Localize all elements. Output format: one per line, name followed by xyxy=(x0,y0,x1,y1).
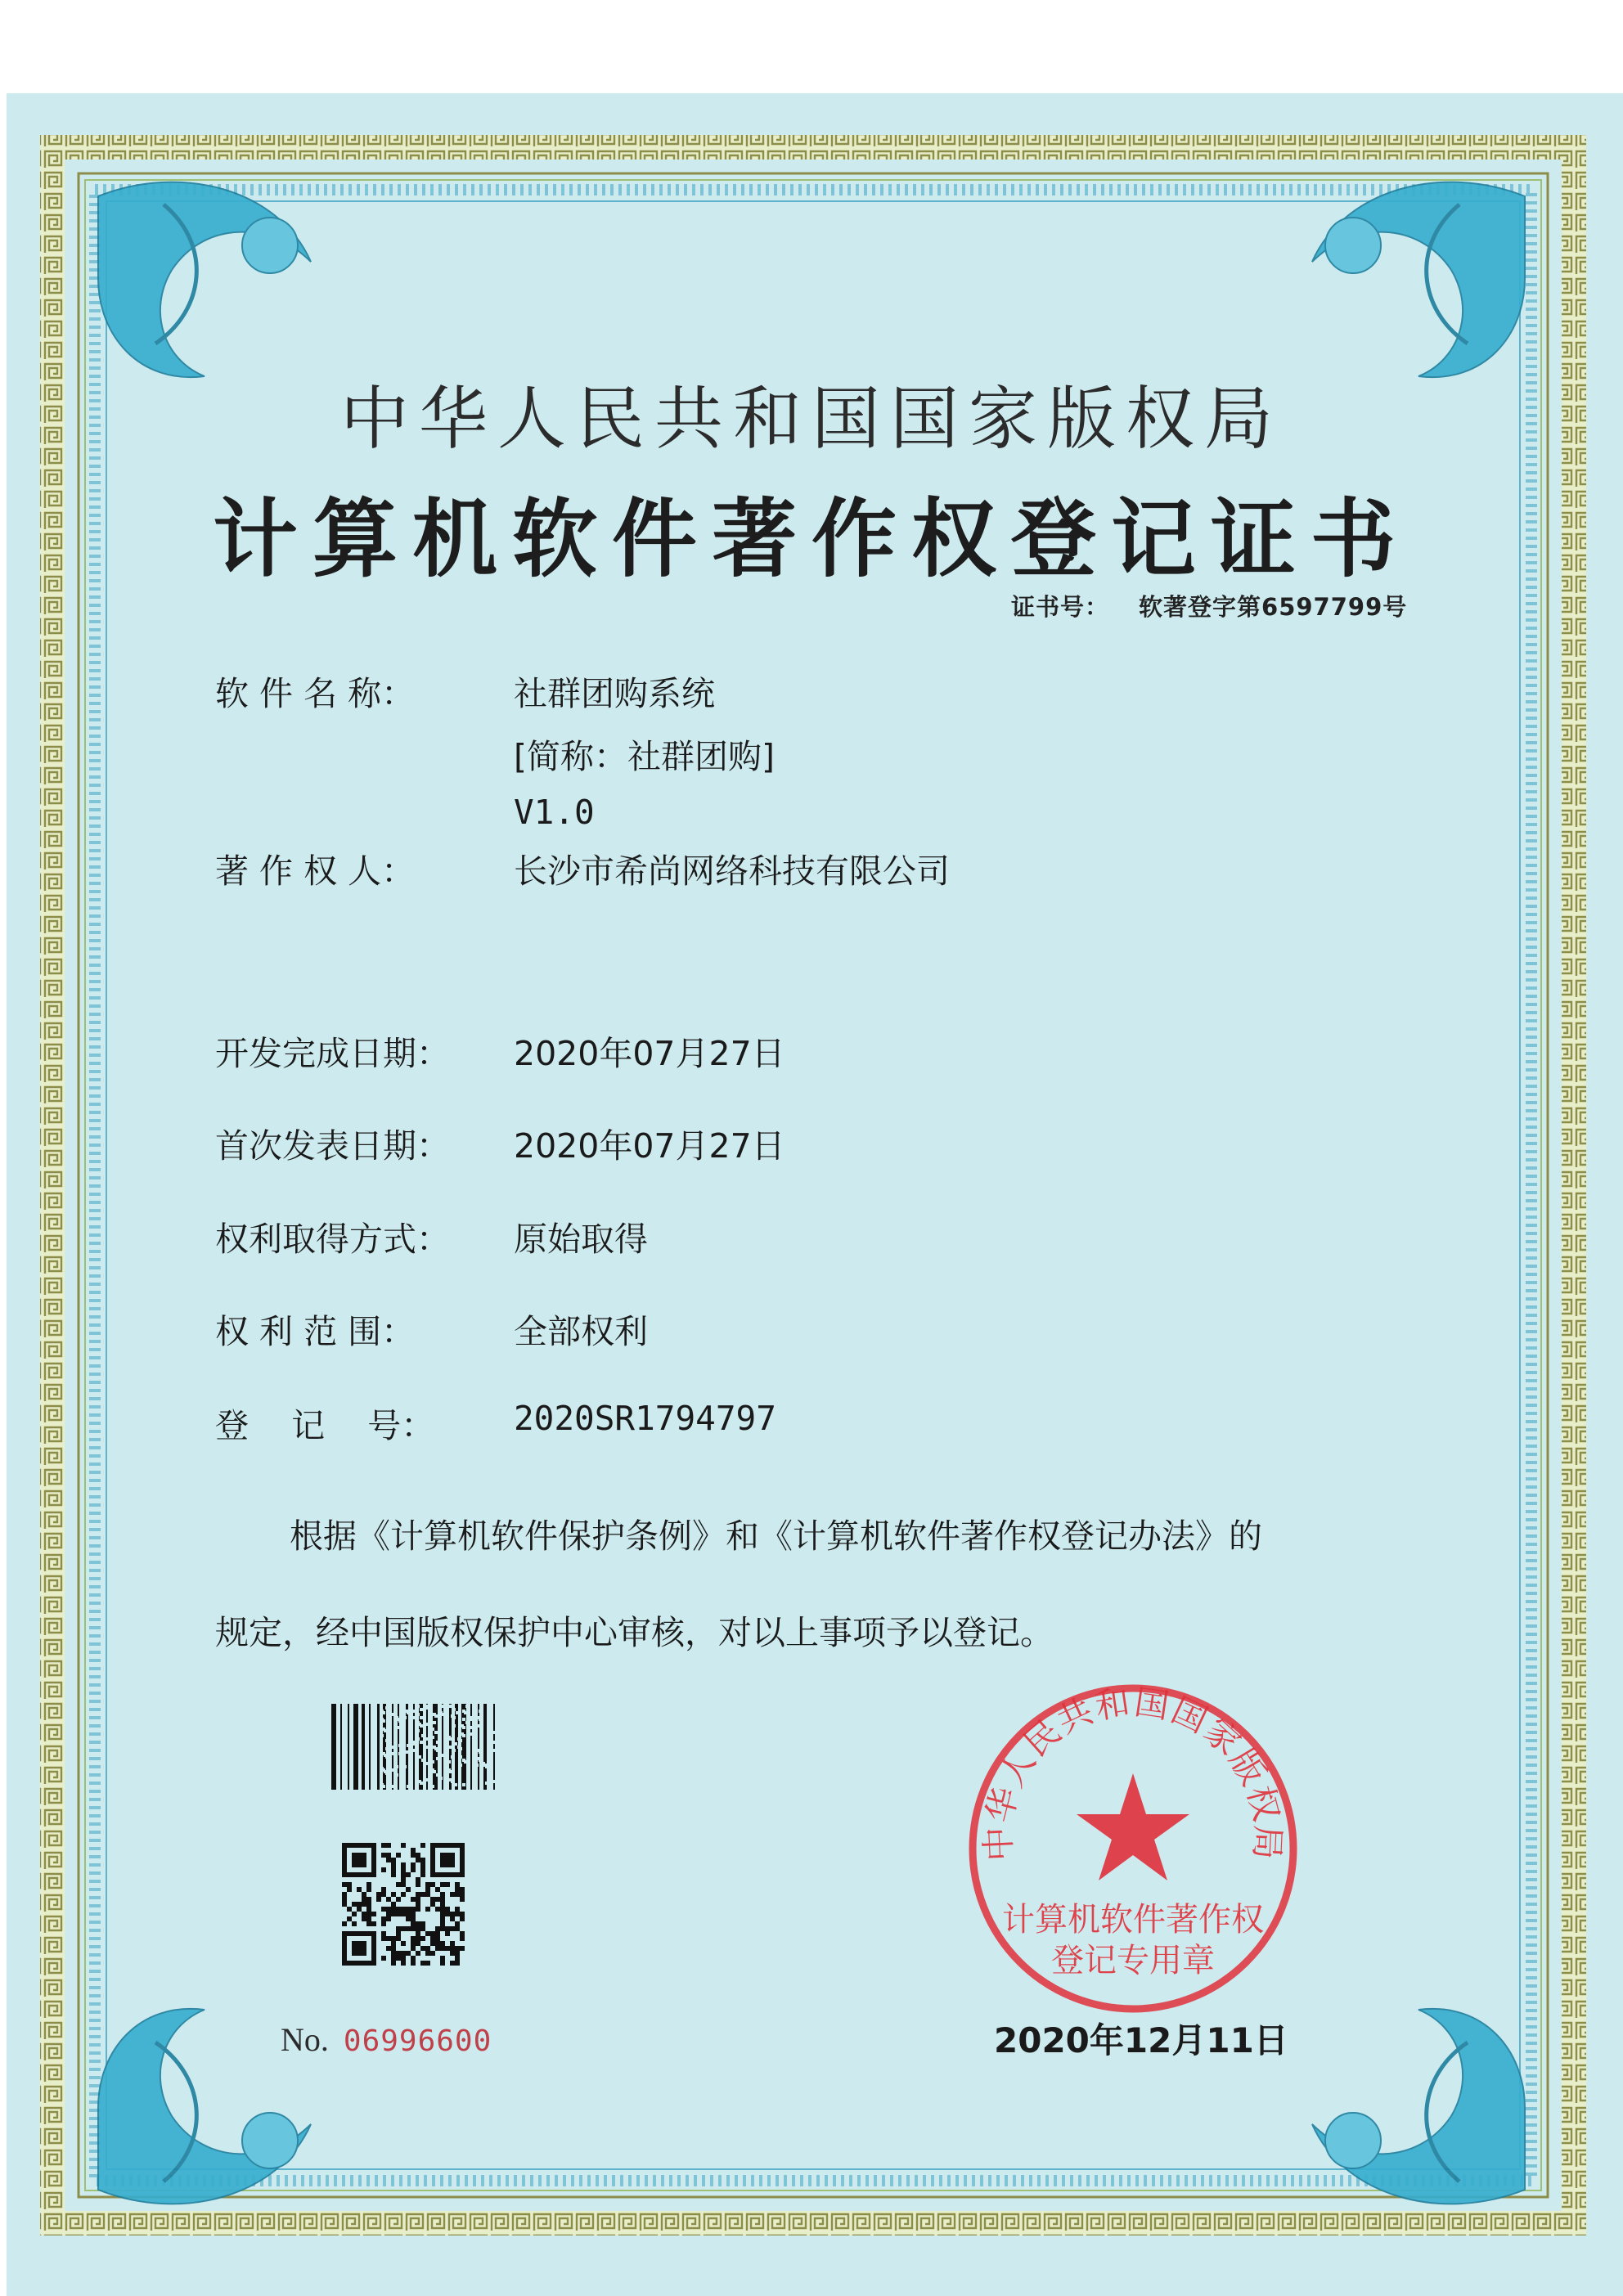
software-name-short: [简称：社群团购] xyxy=(514,737,775,776)
software-name-value xyxy=(514,667,775,847)
statement-line-1: 根据《计算机软件保护条例》和《计算机软件著作权登记办法》的 xyxy=(290,1516,1262,1556)
serial-number xyxy=(281,2020,492,2059)
acquisition-method-value: 原始取得 xyxy=(514,1220,648,1259)
registration-number-value: 2020SR1794797 xyxy=(514,1399,776,1438)
software-name-line: 社群团购系统 xyxy=(514,674,715,713)
serial-prefix: No. xyxy=(281,2021,329,2058)
software-version: V1.0 xyxy=(514,793,595,832)
corner-ornament-bottom-right xyxy=(1312,2009,1525,2204)
certificate-number xyxy=(1011,589,1407,622)
statement-line-2: 规定，经中国版权保护中心审核，对以上事项予以登记。 xyxy=(215,1613,1054,1652)
copyright-owner-label: 著 作 权 人： xyxy=(215,851,416,891)
registration-number-label: 登 记 号： xyxy=(215,1406,435,1445)
rights-scope-value: 全部权利 xyxy=(514,1312,648,1351)
corner-ornament-top-left xyxy=(98,182,311,377)
certificate-number-value: 软著登字第6597799号 xyxy=(1139,593,1408,621)
official-seal xyxy=(961,1677,1305,2020)
certificate-title: 计算机软件著作权登记证书 xyxy=(212,488,1410,589)
completion-date-label: 开发完成日期： xyxy=(215,1034,450,1073)
rights-scope-label: 权 利 范 围： xyxy=(215,1312,416,1351)
svg-text:登记专用章: 登记专用章 xyxy=(1051,1942,1215,1979)
corner-ornament-bottom-left xyxy=(98,2009,311,2204)
acquisition-method-label: 权利取得方式： xyxy=(215,1220,450,1259)
corner-ornament-top-right xyxy=(1312,182,1525,377)
copyright-owner-value: 长沙市希尚网络科技有限公司 xyxy=(514,851,950,891)
svg-text:计算机软件著作权: 计算机软件著作权 xyxy=(1002,1901,1264,1939)
certificate-number-label: 证书号： xyxy=(1011,593,1110,621)
svg-text:中华人民共和国国家版权局: 中华人民共和国国家版权局 xyxy=(978,1681,1288,1862)
completion-date-value: 2020年07月27日 xyxy=(514,1034,785,1073)
seal-star-icon xyxy=(1077,1773,1189,1880)
serial-value: 06996600 xyxy=(343,2024,492,2058)
publication-date-label: 首次发表日期： xyxy=(215,1126,450,1166)
issuing-authority: 中华人民共和国国家版权局 xyxy=(339,379,1283,459)
qr-code xyxy=(342,1843,465,1966)
software-name-label: 软 件 名 称： xyxy=(215,674,416,713)
barcode xyxy=(331,1704,564,1790)
publication-date-value: 2020年07月27日 xyxy=(514,1126,785,1166)
issue-date: 2020年12月11日 xyxy=(994,2020,1288,2060)
